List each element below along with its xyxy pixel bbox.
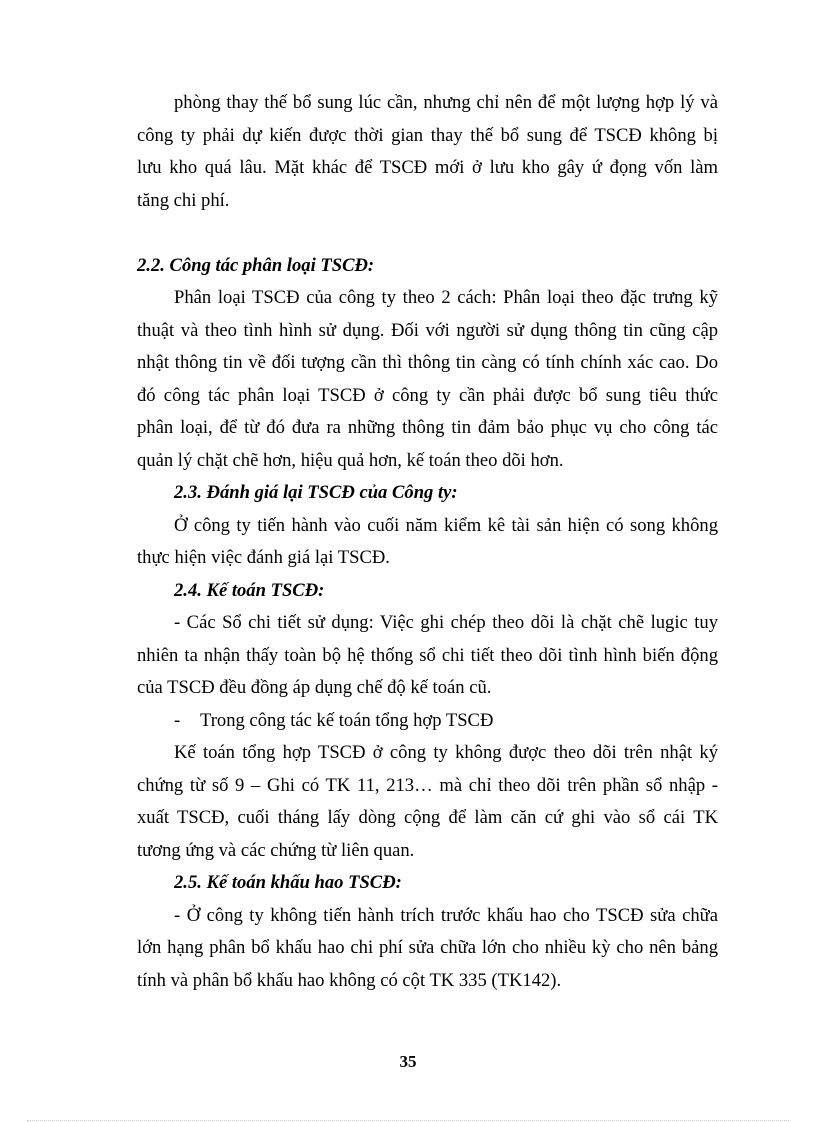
section-heading-2-3: 2.3. Đánh giá lại TSCĐ của Công ty:: [174, 482, 458, 503]
paragraph-line: xuất TSCĐ, cuối tháng lấy dòng cộng để làm căn cứ ghi vào sổ cái TK: [137, 807, 718, 828]
paragraph-line: thực hiện việc đánh giá lại TSCĐ.: [137, 547, 390, 568]
paragraph-line: Ở công ty tiến hành vào cuối năm kiểm kê tài sản hiện có song không: [174, 514, 718, 536]
spacer: [137, 217, 718, 250]
paragraph-line: của TSCĐ đều đồng áp dụng chế độ kế toán cũ.: [137, 677, 492, 698]
paragraph-line: - Các Sổ chi tiết sử dụng: Việc ghi chép theo dõi là chặt chẽ lugic tuy: [174, 612, 718, 633]
section-heading-2-2: 2.2. Công tác phân loại TSCĐ:: [137, 254, 375, 276]
page-bottom-border: [27, 1120, 789, 1121]
paragraph-line: phòng thay thế bổ sung lúc cần, nhưng chỉ nên để một lượng hợp lý và: [174, 92, 718, 113]
paragraph-line: tăng chi phí.: [137, 189, 230, 211]
bullet-dash: -: [174, 709, 181, 731]
paragraph-line: quản lý chặt chẽ hơn, hiệu quả hơn, kế toán theo dõi hơn.: [137, 449, 564, 471]
paragraph-line: thuật và theo tình hình sử dụng. Đối với người sử dụng thông tin cũng cập: [137, 319, 718, 341]
paragraph-line: phân loại, để từ đó đưa ra những thông tin đảm bảo phục vụ cho công tác: [137, 417, 718, 438]
paragraph-line: nhiên ta nhận thấy toàn bộ hệ thống sổ chi tiết theo dõi tình hình biến động: [137, 644, 718, 666]
paragraph-line: tương ứng và các chứng từ liên quan.: [137, 839, 415, 861]
paragraph-line: nhật thông tin về đối tượng cần thì thông tin càng có tính chính xác cao. Do: [137, 352, 718, 373]
section-heading-2-5: 2.5. Kế toán khấu hao TSCĐ:: [174, 872, 402, 893]
section-heading-2-4: 2.4. Kế toán TSCĐ:: [174, 579, 325, 601]
paragraph-line: lớn hạng phân bổ khấu hao chi phí sửa chữa lớn cho nhiều kỳ cho nên bảng: [137, 937, 718, 958]
paragraph-line: đó công tác phân loại TSCĐ ở công ty cần phải được bổ sung tiêu thức: [137, 384, 718, 406]
paragraph-line: Kế toán tổng hợp TSCĐ ở công ty không được theo dõi trên nhật ký: [174, 742, 718, 763]
paragraph-line: tính và phân bổ khấu hao không có cột TK 335 (TK142).: [137, 969, 562, 991]
paragraph-line: - Ở công ty không tiến hành trích trước khấu hao cho TSCĐ sửa chữa: [174, 904, 718, 926]
paragraph-line: công ty phải dự kiến được thời gian thay thế bổ sung để TSCĐ không bị: [137, 124, 718, 146]
paragraph-line: Phân loại TSCĐ của công ty theo 2 cách: Phân loại theo đặc trưng kỹ: [174, 287, 718, 308]
page-number: 35: [399, 1052, 417, 1071]
bullet-item: [137, 705, 718, 738]
paragraph-line: chứng từ số 9 – Ghi có TK 11, 213… mà chỉ theo dõi trên phần sổ nhập -: [137, 774, 718, 796]
bullet-text: Trong công tác kế toán tổng hợp TSCĐ: [200, 709, 494, 731]
paragraph-line: lưu kho quá lâu. Mặt khác để TSCĐ mới ở lưu kho gây ứ đọng vốn làm: [137, 157, 718, 178]
body-text: [137, 87, 718, 997]
